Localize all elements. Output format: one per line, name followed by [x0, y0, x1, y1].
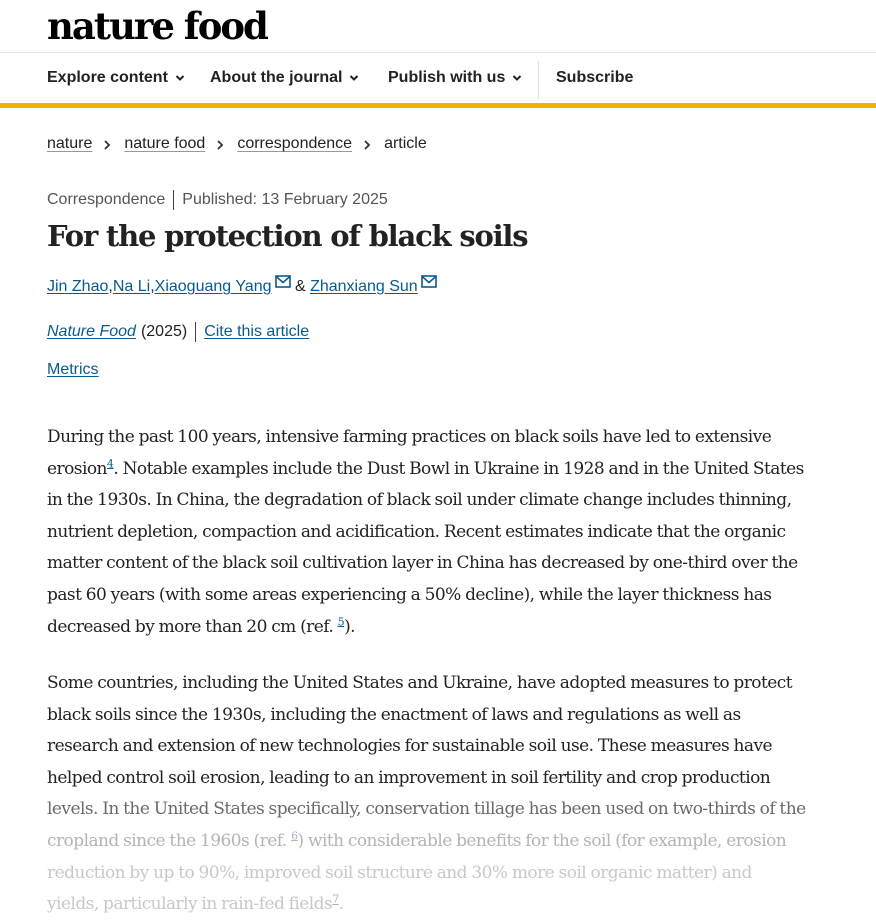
mail-icon[interactable] — [421, 275, 437, 288]
reference-link[interactable]: 7 — [332, 892, 339, 906]
article-type: Correspondence — [47, 191, 166, 208]
reference-link[interactable]: 6 — [291, 829, 298, 843]
paragraph-line: past 60 years (with some areas experiencing a 50% decline), while the layer thickness has — [47, 584, 772, 605]
publication-year: (2025) — [140, 323, 188, 340]
journal-logo[interactable]: nature food — [47, 4, 267, 48]
metrics-link[interactable]: Metrics — [47, 361, 99, 378]
nav-label: About the journal — [210, 69, 343, 86]
chevron-right-icon — [363, 138, 371, 150]
paragraph-line: helped control soil erosion, leading to an improvement in soil fertility and crop production — [47, 767, 771, 788]
nav-about-journal[interactable] — [210, 53, 359, 103]
article-paragraph — [47, 668, 807, 921]
author-separator: & — [290, 278, 311, 295]
author-link[interactable]: Zhanxiang Sun — [310, 278, 418, 295]
chevron-down-icon — [512, 73, 522, 83]
paragraph-line: black soils since the 1930s, including the enactment of laws and regulations as well as — [47, 704, 741, 725]
article-title: For the protection of black soils — [47, 219, 528, 253]
paragraph-line: reduction by up to 90%, improved soil structure and 30% more soil organic matter) and — [47, 862, 752, 883]
meta-divider — [173, 190, 174, 210]
reference-link[interactable]: 5 — [337, 614, 345, 628]
nav-divider — [538, 61, 539, 99]
citation-line — [47, 320, 309, 344]
line-text: yields, particularly in rain-fed fields — [47, 894, 333, 915]
author-separator: , — [150, 278, 155, 295]
masthead — [0, 0, 876, 53]
author-list — [47, 274, 437, 300]
paragraph-line: During the past 100 years, intensive farming practices on black soils have led to extensive — [47, 427, 772, 447]
breadcrumb-nature[interactable]: nature — [47, 135, 93, 152]
breadcrumb-nature-food[interactable]: nature food — [124, 135, 206, 152]
chevron-right-icon — [216, 138, 224, 150]
paragraph-line: matter content of the black soil cultivation layer in China has decreased by one-third over the — [47, 553, 798, 574]
line-text: . — [338, 894, 344, 915]
nav-label: Explore content — [47, 69, 168, 86]
article-paragraph — [47, 422, 807, 643]
chevron-down-icon — [175, 73, 185, 83]
paragraph-line: research and extension of new technologies for sustainable soil use. These measures have — [47, 736, 773, 757]
published-date: Published: 13 February 2025 — [182, 191, 388, 208]
paragraph-line — [47, 454, 807, 486]
paragraph-line: nutrient depletion, compaction and acidification. Recent estimates indicate that the organic — [47, 521, 786, 542]
author-separator: , — [108, 278, 113, 295]
author-link[interactable]: Jin Zhao — [47, 278, 109, 295]
paragraph-line — [47, 826, 807, 858]
paragraph-line: in the 1930s. In China, the degradation of black soil under climate change includes thinning, — [47, 490, 792, 511]
author-link[interactable]: Na Li — [112, 278, 151, 295]
journal-name-link[interactable]: Nature Food — [47, 323, 136, 340]
line-text: erosion — [47, 458, 107, 479]
main-nav — [0, 53, 876, 108]
nav-publish-with-us[interactable] — [388, 53, 522, 103]
article-meta — [47, 188, 388, 212]
subscribe-link[interactable]: Subscribe — [556, 69, 634, 86]
breadcrumb-current: article — [384, 135, 427, 152]
line-text: ). — [344, 616, 355, 637]
line-text: decreased by more than 20 cm (ref. — [47, 616, 338, 637]
chevron-down-icon — [349, 73, 359, 83]
breadcrumb — [47, 132, 427, 156]
reference-link[interactable]: 4 — [106, 456, 114, 470]
chevron-right-icon — [103, 138, 111, 150]
mail-icon[interactable] — [275, 275, 291, 288]
paragraph-line — [47, 612, 807, 644]
breadcrumb-correspondence[interactable]: correspondence — [237, 135, 353, 152]
citation-divider — [195, 322, 196, 342]
paragraph-line: levels. In the United States specifically, conservation tillage has been used on two-thirds of the — [47, 799, 806, 820]
nav-explore-content[interactable] — [47, 53, 185, 103]
paragraph-line: Some countries, including the United States and Ukraine, have adopted measures to protect — [47, 673, 793, 693]
paragraph-line — [47, 889, 807, 921]
author-link[interactable]: Xiaoguang Yang — [154, 278, 272, 295]
line-text: . Notable examples include the Dust Bowl in Ukraine in 1928 and in the United States — [113, 458, 804, 479]
cite-this-article-link[interactable]: Cite this article — [204, 323, 310, 340]
nav-label: Publish with us — [388, 69, 506, 86]
line-text: cropland since the 1960s (ref. — [47, 830, 292, 851]
line-text: ) with considerable benefits for the soil (for example, erosion — [297, 830, 787, 851]
